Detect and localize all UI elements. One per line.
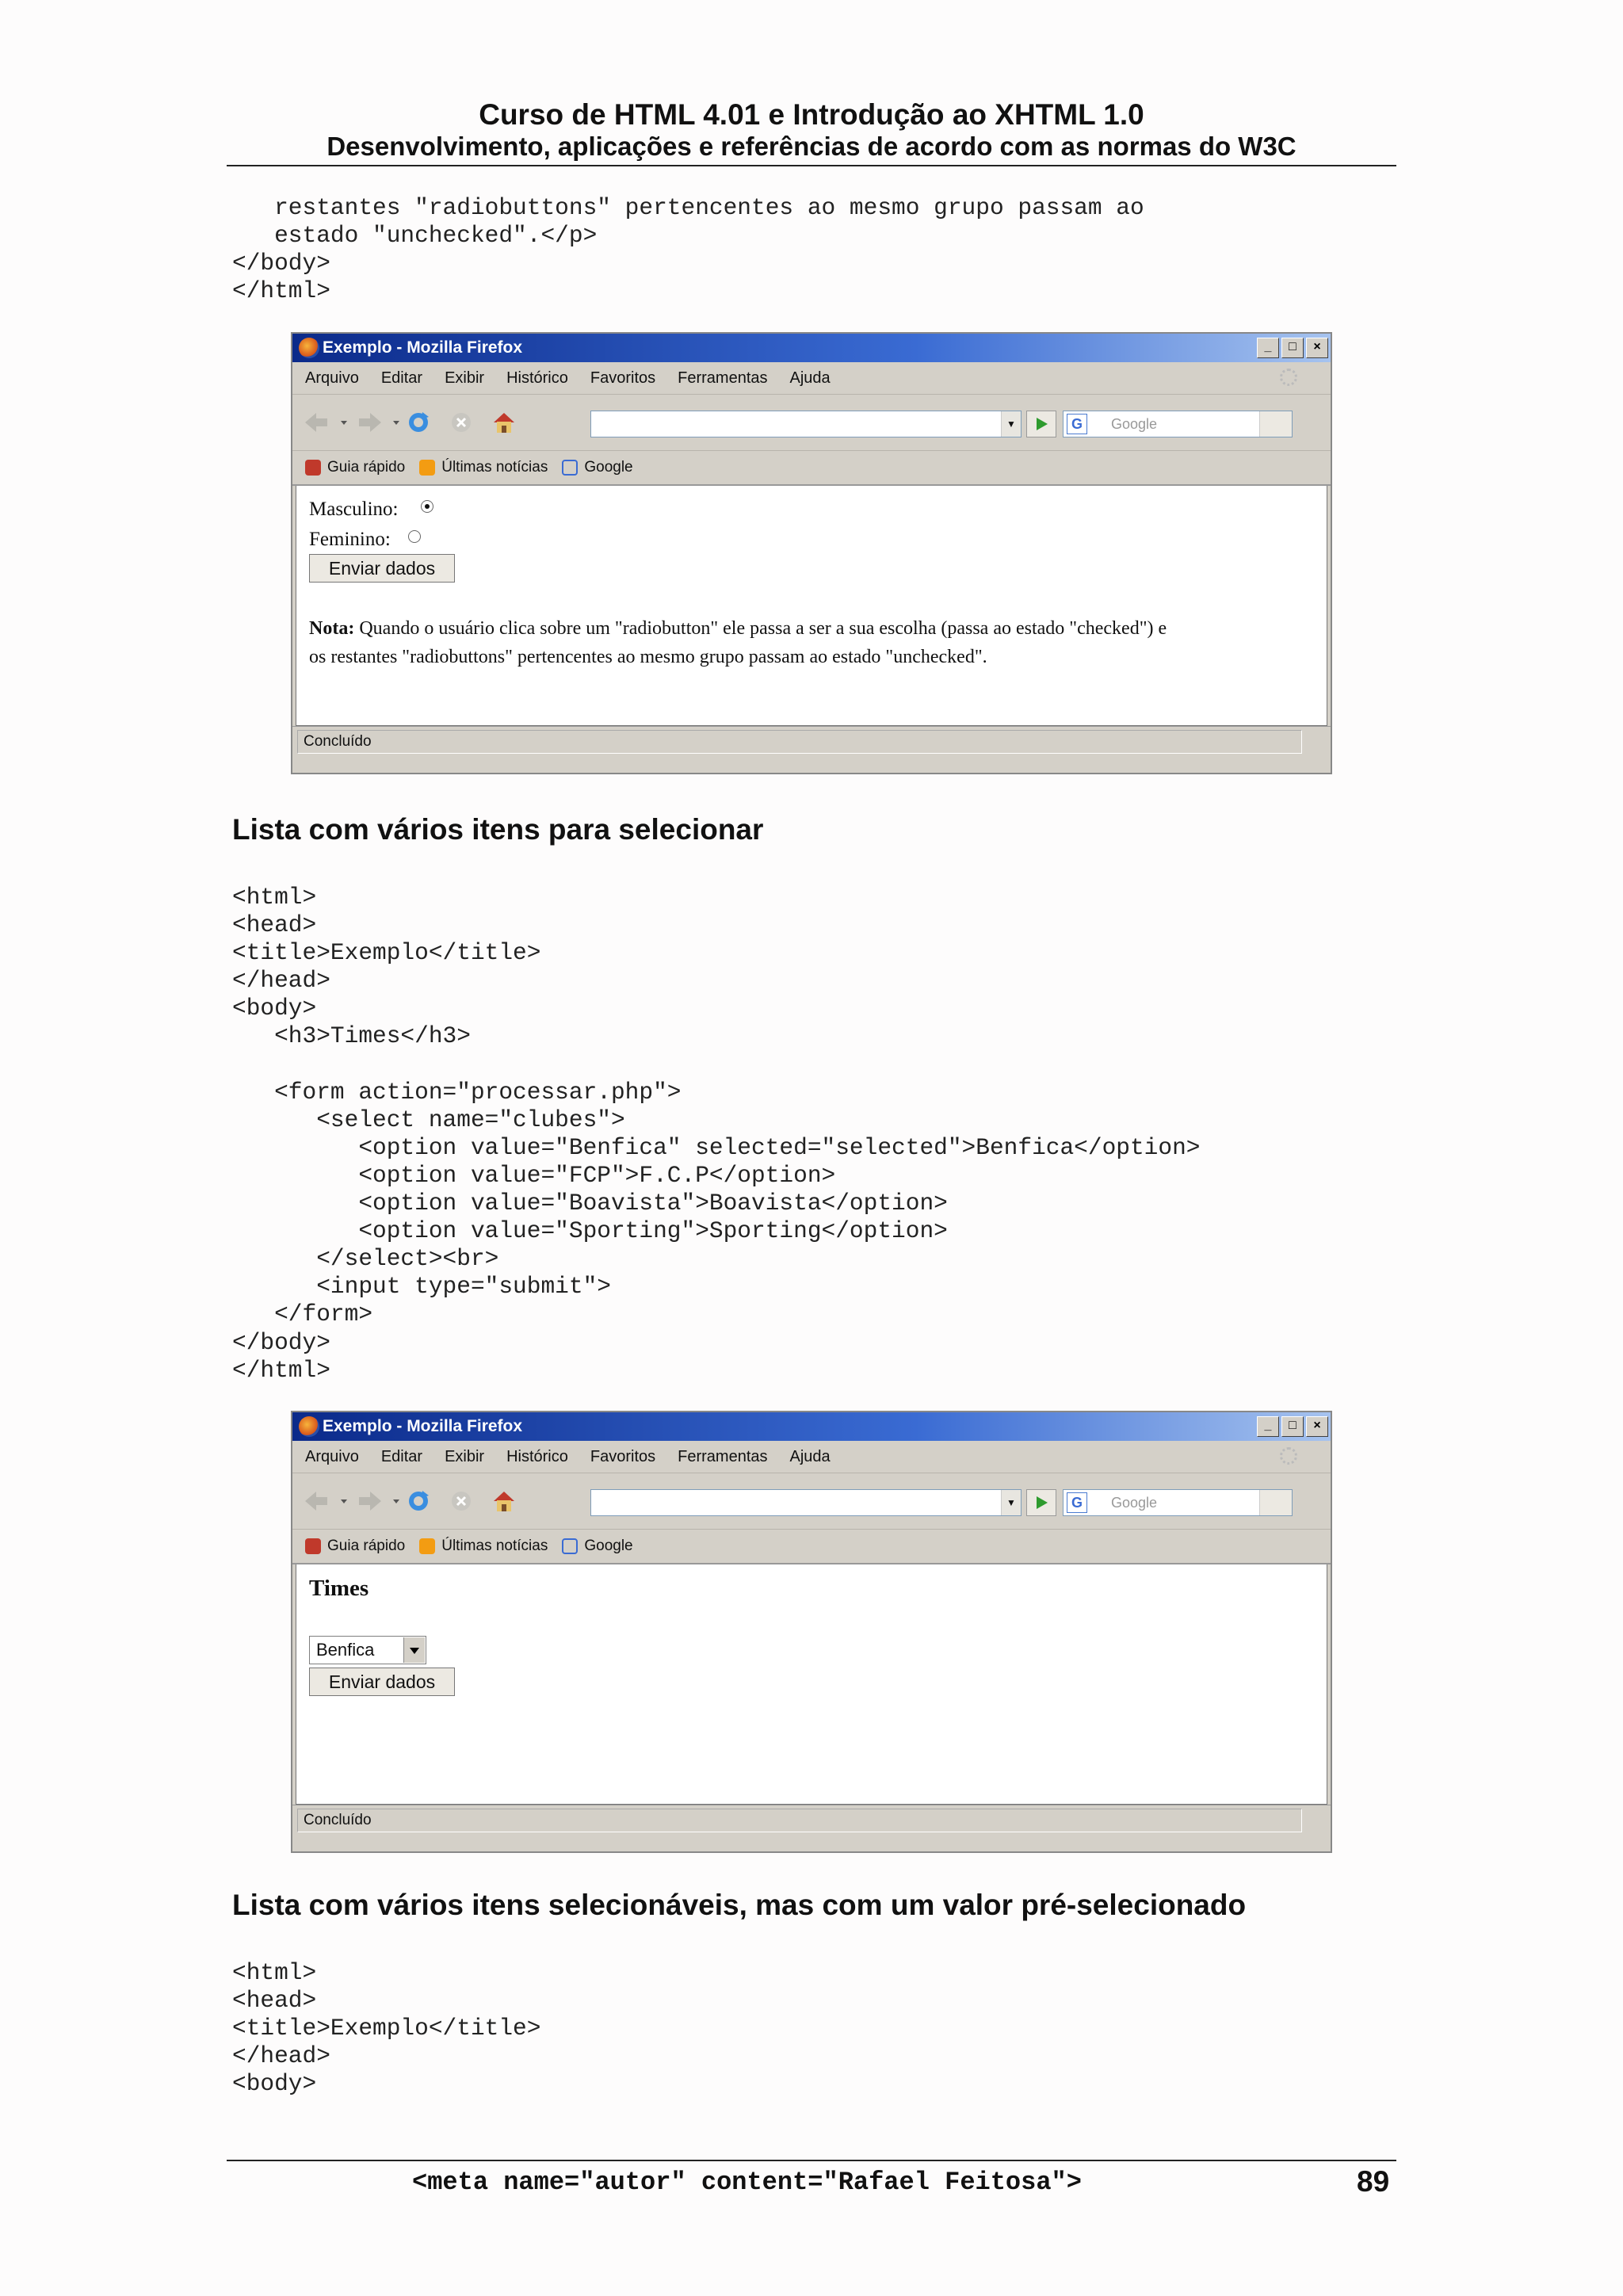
back-icon[interactable] xyxy=(304,1489,330,1513)
forward-dropdown-icon[interactable] xyxy=(391,1489,402,1513)
browser-window xyxy=(291,1411,1332,1853)
menu-editar[interactable]: Editar xyxy=(380,1447,423,1465)
google-bookmark-icon xyxy=(562,1538,578,1554)
stop-icon[interactable] xyxy=(448,1489,475,1513)
close-button[interactable]: × xyxy=(1306,338,1328,358)
go-button[interactable] xyxy=(1026,411,1056,437)
forward-dropdown-icon[interactable] xyxy=(391,411,402,434)
menu-exibir[interactable]: Exibir xyxy=(445,369,485,387)
window-titlebar xyxy=(292,334,1331,362)
label-masculino: Masculino: xyxy=(309,499,399,520)
bookmark-guia-rapido[interactable]: Guia rápido xyxy=(327,459,406,476)
firefox-icon xyxy=(299,338,319,358)
firefox-icon xyxy=(299,1416,319,1437)
url-bar[interactable] xyxy=(590,411,1022,437)
window-titlebar xyxy=(292,1412,1331,1441)
radio-feminino[interactable] xyxy=(408,530,421,543)
google-icon[interactable]: G xyxy=(1067,414,1087,434)
menu-historico[interactable]: Histórico xyxy=(506,1447,568,1465)
bookmark-ultimas-noticias[interactable]: Últimas notícias xyxy=(441,1538,548,1554)
throbber-icon xyxy=(1280,369,1297,386)
maximize-button[interactable]: □ xyxy=(1281,338,1304,358)
forward-icon[interactable] xyxy=(356,1489,383,1513)
code-block: restantes "radiobuttons" pertencentes ao mesmo grupo passam ao estado "unchecked".</p> </body> </html> xyxy=(232,194,1144,305)
bookmarks-toolbar xyxy=(292,1530,1331,1564)
chevron-down-icon[interactable] xyxy=(403,1637,425,1663)
guia-rapido-icon xyxy=(305,1538,321,1554)
status-bar xyxy=(292,726,1331,757)
menu-favoritos[interactable]: Favoritos xyxy=(590,369,656,387)
section-heading: Lista com vários itens selecionáveis, mas com um valor pré-selecionado xyxy=(232,1889,1247,1921)
search-placeholder: Google xyxy=(1111,1495,1158,1511)
rss-icon xyxy=(419,1538,435,1554)
url-dropdown-icon[interactable]: ▼ xyxy=(1001,411,1021,437)
menu-editar[interactable]: Editar xyxy=(380,369,423,387)
label-feminino: Feminino: xyxy=(309,529,391,550)
submit-button[interactable]: Enviar dados xyxy=(309,1668,455,1696)
menu-bar xyxy=(292,362,1331,395)
note-line-2: os restantes "radiobuttons" pertencentes ao mesmo grupo passam ao estado "unchecked". xyxy=(309,647,987,667)
window-title: Exemplo - Mozilla Firefox xyxy=(323,338,523,357)
stop-icon[interactable] xyxy=(448,411,475,434)
note-label: Nota: xyxy=(309,618,355,639)
bookmark-google[interactable]: Google xyxy=(584,1538,633,1554)
go-button[interactable] xyxy=(1026,1489,1056,1516)
search-icon[interactable] xyxy=(1259,1490,1292,1515)
footer-author-meta: <meta name="autor" content="Rafael Feitosa"> xyxy=(412,2168,1082,2197)
browser-window xyxy=(291,332,1332,774)
back-dropdown-icon[interactable] xyxy=(338,1489,349,1513)
code-block: <html> <head> <title>Exemplo</title> </head> <body> <h3>Times</h3> <form action="processar.php"> <select name="clubes"> <option value="Benfica" selected="selected">Benfica</option> <option value="FCP">F.C.P</option> <option value="Boavista">Boavista</option> <option value="Sporting">Sporting</option> </select><br> <input type="submit"> </form> </body> </html> xyxy=(232,884,1201,1384)
reload-icon[interactable] xyxy=(405,411,432,434)
submit-button[interactable]: Enviar dados xyxy=(309,554,455,583)
header-rule xyxy=(227,165,1396,166)
bookmark-google[interactable]: Google xyxy=(584,459,633,476)
url-bar[interactable] xyxy=(590,1489,1022,1516)
bookmarks-toolbar xyxy=(292,451,1331,486)
code-block: <html> <head> <title>Exemplo</title> </head> <body> xyxy=(232,1959,541,2098)
status-text: Concluído xyxy=(304,1812,372,1828)
menu-favoritos[interactable]: Favoritos xyxy=(590,1447,656,1465)
minimize-button[interactable]: _ xyxy=(1257,338,1279,358)
select-value: Benfica xyxy=(316,1640,375,1660)
menu-ajuda[interactable]: Ajuda xyxy=(789,1447,831,1465)
note-line-1: Quando o usuário clica sobre um "radiobutton" ele passa a ser a sua escolha (passa ao estado "checked") e xyxy=(354,618,1167,639)
forward-icon[interactable] xyxy=(356,411,383,434)
times-heading: Times xyxy=(309,1576,369,1601)
menu-bar xyxy=(292,1441,1331,1473)
back-icon[interactable] xyxy=(304,411,330,434)
search-box[interactable] xyxy=(1063,1489,1293,1516)
page-number: 89 xyxy=(1357,2165,1390,2198)
reload-icon[interactable] xyxy=(405,1489,432,1513)
navigation-toolbar xyxy=(292,395,1331,451)
clubes-select[interactable] xyxy=(309,1636,426,1664)
close-button[interactable]: × xyxy=(1306,1416,1328,1437)
status-text: Concluído xyxy=(304,733,372,750)
minimize-button[interactable]: _ xyxy=(1257,1416,1279,1437)
throbber-icon xyxy=(1280,1447,1297,1465)
menu-ferramentas[interactable]: Ferramentas xyxy=(678,1447,768,1465)
footer-rule xyxy=(227,2160,1396,2161)
navigation-toolbar xyxy=(292,1473,1331,1530)
search-box[interactable] xyxy=(1063,411,1293,437)
bookmark-guia-rapido[interactable]: Guia rápido xyxy=(327,1538,406,1554)
section-heading: Lista com vários itens para selecionar xyxy=(232,813,764,846)
google-icon[interactable]: G xyxy=(1067,1492,1087,1513)
guia-rapido-icon xyxy=(305,460,321,476)
home-icon[interactable] xyxy=(491,411,517,434)
menu-arquivo[interactable]: Arquivo xyxy=(305,1447,359,1465)
menu-historico[interactable]: Histórico xyxy=(506,369,568,387)
bookmark-ultimas-noticias[interactable]: Últimas notícias xyxy=(441,459,548,476)
url-dropdown-icon[interactable]: ▼ xyxy=(1001,1490,1021,1515)
menu-ferramentas[interactable]: Ferramentas xyxy=(678,369,768,387)
menu-ajuda[interactable]: Ajuda xyxy=(789,369,831,387)
page-content xyxy=(296,486,1327,726)
document-title: Curso de HTML 4.01 e Introdução ao XHTML 1.0 xyxy=(479,98,1144,131)
page-content xyxy=(296,1564,1327,1805)
note-paragraph xyxy=(309,614,1167,671)
status-bar xyxy=(292,1805,1331,1836)
menu-arquivo[interactable]: Arquivo xyxy=(305,369,359,387)
document-subtitle: Desenvolvimento, aplicações e referências de acordo com as normas do W3C xyxy=(327,132,1296,161)
rss-icon xyxy=(419,460,435,476)
radio-masculino[interactable] xyxy=(421,500,433,513)
window-title: Exemplo - Mozilla Firefox xyxy=(323,1417,523,1435)
search-placeholder: Google xyxy=(1111,416,1158,432)
google-bookmark-icon xyxy=(562,460,578,476)
maximize-button[interactable]: □ xyxy=(1281,1416,1304,1437)
search-icon[interactable] xyxy=(1259,411,1292,437)
back-dropdown-icon[interactable] xyxy=(338,411,349,434)
home-icon[interactable] xyxy=(491,1489,517,1513)
menu-exibir[interactable]: Exibir xyxy=(445,1447,485,1465)
